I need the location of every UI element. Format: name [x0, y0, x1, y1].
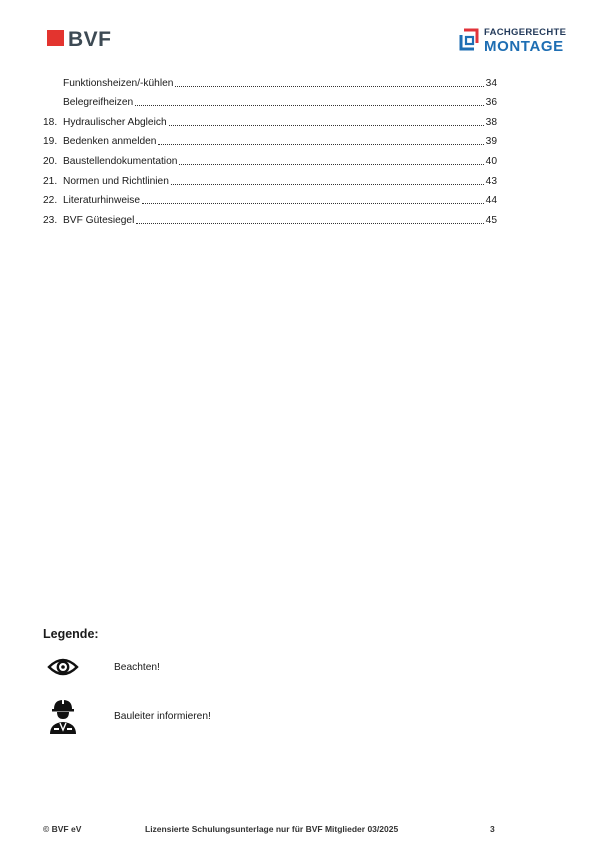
- fachgerechte-montage-logo-icon: [457, 28, 481, 54]
- toc-title: Funktionsheizen/-kühlen: [63, 77, 174, 89]
- construction-worker-icon: [46, 697, 80, 735]
- toc-leader-dots: [169, 125, 484, 126]
- toc-number: 22.: [43, 195, 58, 207]
- montage-logo-text: MONTAGE: [484, 37, 564, 55]
- bvf-logo: [44, 30, 112, 50]
- table-of-contents: [43, 70, 497, 227]
- toc-leader-dots: [175, 86, 484, 87]
- toc-page-number: 44: [485, 195, 497, 207]
- toc-entry[interactable]: [43, 109, 497, 129]
- toc-leader-dots: [136, 223, 484, 224]
- toc-entry[interactable]: [43, 148, 497, 168]
- toc-number: 18.: [43, 116, 58, 128]
- legend-title: Legende:: [43, 627, 99, 641]
- fachgerechte-logo-text: FACHGERECHTE: [484, 27, 567, 39]
- footer-page-number: 3: [490, 824, 495, 834]
- toc-page-number: 40: [485, 155, 497, 167]
- toc-entry[interactable]: [43, 188, 497, 208]
- toc-leader-dots: [158, 144, 484, 145]
- toc-title: BVF Gütesiegel: [63, 214, 135, 226]
- toc-leader-dots: [171, 184, 484, 185]
- toc-page-number: 38: [485, 116, 497, 128]
- toc-page-number: 43: [485, 175, 497, 187]
- fachgerechte-montage-logo: [457, 28, 566, 54]
- toc-title: Normen und Richtlinien: [63, 175, 169, 187]
- toc-entry[interactable]: [43, 70, 497, 90]
- toc-leader-dots: [135, 105, 484, 106]
- eye-icon: [47, 657, 79, 677]
- toc-leader-dots: [179, 164, 484, 165]
- toc-entry[interactable]: [43, 129, 497, 149]
- toc-page-number: 36: [485, 97, 497, 109]
- toc-number: 21.: [43, 175, 58, 187]
- toc-entry[interactable]: [43, 90, 497, 110]
- legend-item-beachten: [44, 656, 160, 678]
- toc-title: Baustellendokumentation: [63, 155, 178, 167]
- toc-entry[interactable]: [43, 207, 497, 227]
- bvf-logo-text: BVF: [68, 28, 112, 51]
- toc-page-number: 45: [485, 214, 497, 226]
- footer-license-note: Lizensierte Schulungsunterlage nur für BVF Mitglieder 03/2025: [145, 824, 399, 834]
- toc-leader-dots: [142, 203, 484, 204]
- legend-label: Bauleiter informieren!: [114, 710, 211, 722]
- toc-title: Belegreifheizen: [63, 97, 134, 109]
- toc-title: Bedenken anmelden: [63, 136, 157, 148]
- toc-number: 19.: [43, 136, 58, 148]
- footer-copyright: © BVF eV: [43, 824, 82, 834]
- bvf-logo-icon: [44, 30, 64, 50]
- toc-entry[interactable]: [43, 168, 497, 188]
- toc-number: 20.: [43, 155, 58, 167]
- toc-number: 23.: [43, 214, 58, 226]
- toc-page-number: 34: [485, 77, 497, 89]
- toc-page-number: 39: [485, 136, 497, 148]
- toc-title: Literaturhinweise: [63, 195, 141, 207]
- legend-label: Beachten!: [114, 661, 160, 673]
- legend-item-bauleiter: [44, 697, 211, 735]
- toc-title: Hydraulischer Abgleich: [63, 116, 167, 128]
